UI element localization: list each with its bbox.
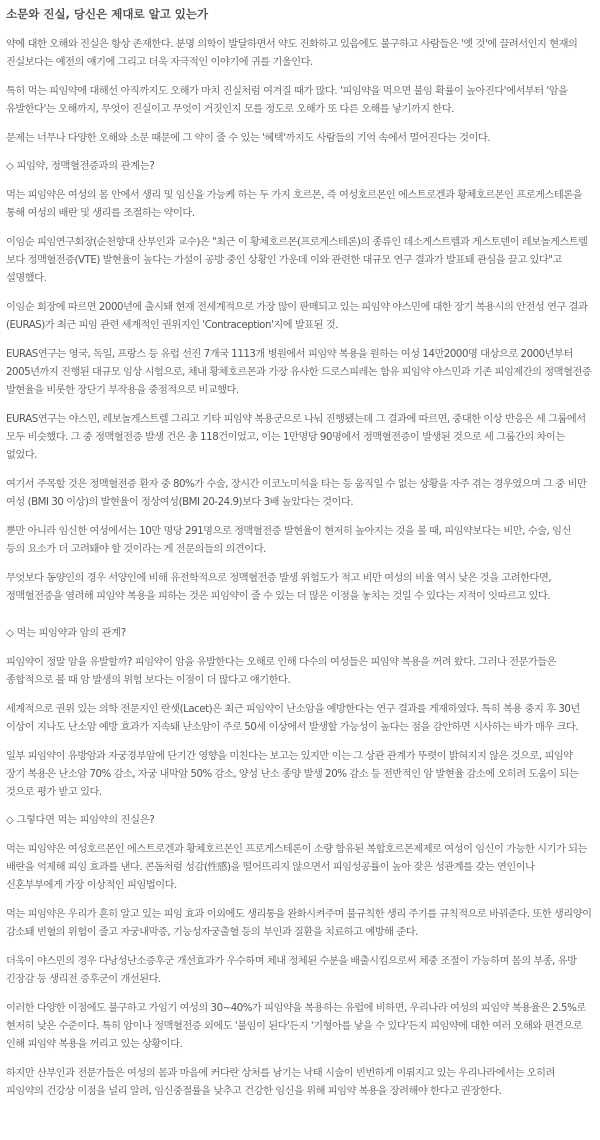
paragraph: EURAS연구는 영국, 독일, 프랑스 등 유럽 선진 7개국 1113개 병원에서 피임약 복용을 원하는 여성 14만2000명 대상으로 2000년부터 2005년까지 진행된 대규모 임상 시험으로, 체내 황체호르몬과 가장 유사한 드로스피레논 함유 피임약 야스민과 기존 피임제간의 정맥혈전증 발현율을 비롯한 장단기 부작용을 중점적으로 비교했다. bbox=[6, 349, 592, 396]
paragraph: 이임순 피임연구회장(순천향대 산부인과 교수)은 "최근 이 황체호르몬(프로게스테론)의 종류인 데소게스트렐과 게스토덴이 레보놀게스트렐 보다 정맥혈전증(VTE) 발현율이 높다는 가설이 공방 중인 상황인 가운데 이와 관련한 대규모 연구 결과가 발표돼 관심을 끌고 있다"고 설명했다. bbox=[6, 237, 588, 284]
paragraph: 이러한 다양한 이점에도 불구하고 가임기 여성의 30~40%가 피임약을 복용하는 유럽에 비하면, 우리나라 여성의 피임약 복용율은 2.5%로 현저히 낮은 수준이다. 특히 암이나 정맥혈전증 외에도 '불임이 된다'든지 '기형아를 낳을 수 있다'든지 피임약에 대한 여러 오해와 편견으로 인해 피임약 복용을 꺼리고 있는 상황이다. bbox=[6, 1003, 586, 1050]
paragraph: 문제는 너무나 다양한 오해와 소문 때문에 그 약이 줄 수 있는 '혜택'까지도 사람들의 기억 속에서 멀어진다는 것이다. bbox=[6, 133, 491, 144]
paragraph: 특히 먹는 피임약에 대해선 아직까지도 오해가 마치 진실처럼 여겨질 때가 많다. '피임약을 먹으면 불임 확률이 높아진다'에서부터 '암을 유발한다'는 오해까지, 무엇이 진실이고 무엇이 거짓인지 모를 정도로 오해가 또 다른 오해를 낳기까지 한다. bbox=[6, 86, 568, 115]
paragraph: 먹는 피임약은 우리가 흔히 알고 있는 피임 효과 이외에도 생리통을 완화시켜주며 불규칙한 생리 주기를 규칙적으로 바꿔준다. 또한 생리양이 감소돼 빈혈의 위험이 줄고 자궁내막증, 기능성자궁출혈 등의 부인과 질환을 치료하고 예방해 준다. bbox=[6, 909, 592, 938]
paragraph: 뿐만 아니라 임신한 여성에서는 10만 명당 291명으로 정맥혈전증 발현율이 현저히 높아지는 것을 볼 때, 피임약보다는 비만, 수술, 임신 등의 요소가 더 고려돼야 할 것이라는 게 전문의들의 의견이다. bbox=[6, 526, 571, 555]
paragraph: 일부 피임약이 유방암과 자궁경부암에 단기간 영향을 미친다는 보고는 있지만 이는 그 상관 관계가 뚜렷이 밝혀지지 않은 것으로, 피임약 장기 복용은 난소암 70% 감소, 자궁 내막암 50% 감소, 양성 난소 종양 발생 20% 감소 등 전반적인 암 발현율 감소에 오히려 도움이 되는 것으로 평가 받고 있다. bbox=[6, 751, 579, 798]
paragraph: 여기서 주목할 것은 정맥혈전증 환자 중 80%가 수술, 장시간 이코노미석을 타는 등 움직일 수 없는 상황을 자주 겪는 경우였으며 그 중 비만 여성 (BMI 30 이상)의 발현율이 정상여성(BMI 20-24.9)보다 3배 높았다는 것이다. bbox=[6, 479, 587, 508]
article-title: 소문와 진실, 당신은 제대로 알고 있는가 bbox=[6, 7, 209, 21]
paragraph: 무엇보다 동양인의 경우 서양인에 비해 유전학적으로 정맥혈전증 발생 위험도가 적고 비만 여성의 비율 역시 낮은 것을 고려한다면, 정맥혈전증을 염려해 피임약 복용을 피하는 것은 피임약이 줄 수 있는 더 많은 이점을 놓치는 것일 수 있다는 지적이 잇따르고 있다. bbox=[6, 573, 552, 602]
paragraph: 먹는 피임약은 여성의 몸 안에서 생리 및 임신을 가능케 하는 두 가지 호르몬, 즉 여성호르몬인 에스트로겐과 황체호르몬인 프로게스테론을 통해 여성의 배란 및 생리를 조절하는 약이다. bbox=[6, 190, 583, 219]
paragraph: 더욱이 야스민의 경우 다낭성난소증후군 개선효과가 우수하며 체내 정체된 수분을 배출시킴으로써 체중 조절이 가능하며 몸의 부종, 유방 긴장감 등 생리전 증후군이 개선된다. bbox=[6, 956, 577, 985]
section-heading-cancer: ◇ 먹는 피임약과 암의 관계? bbox=[6, 628, 126, 639]
paragraph: 먹는 피임약은 여성호르몬인 에스트로겐과 황체호르몬인 프로게스테론이 소량 함유된 복합호르몬제제로 여성이 임신이 가능한 시기가 되는 배란을 억제해 피임 효과를 낸다. 콘돔처럼 성감(性感)을 떨어뜨리지 않으면서 피임성공률이 높아 잦은 성관계를 갖는 연인이나 신혼부부에게 가장 이상적인 피임법이다. bbox=[6, 844, 587, 891]
paragraph: 하지만 산부인과 전문가들은 여성의 몸과 마음에 커다란 상처를 남기는 낙태 시술이 빈번하게 이뤄지고 있는 우리나라에서는 오히려 피임약의 건강상 이점을 널리 알려, 임신중절률을 낮추고 건강한 임신을 위해 피임약 복용을 장려해야 한다고 권장한다. bbox=[6, 1068, 555, 1097]
paragraph: 이임순 회장에 따르면 2000년에 출시돼 현재 전세계적으로 가장 많이 판매되고 있는 피임약 야스민에 대한 장기 복용시의 안전성 연구 결과(EURAS)가 최근 피임 관련 세계적인 권위지인 'Contraception'지에 발표된 것. bbox=[6, 302, 588, 331]
section-heading-truth: ◇ 그렇다면 먹는 피임약의 진실은? bbox=[6, 815, 155, 826]
section-heading-thrombosis: ◇ 피임약, 정맥혈전증과의 관계는? bbox=[6, 161, 155, 172]
paragraph: EURAS연구는 야스민, 레보놀게스트렐 그리고 기타 피임약 복용군으로 나눠 진행됐는데 그 결과에 따르면, 중대한 이상 반응은 세 그룹에서 모두 비슷했다. 그 중 정맥혈전증 발생 건은 총 118건이었고, 이는 1만명당 90명에서 정맥혈전증이 발생된 것으로 세 그룹간의 차이는 없었다. bbox=[6, 414, 586, 461]
paragraph: 약에 대한 오해와 진실은 항상 존재한다. 분명 의학이 발달하면서 약도 진화하고 있음에도 불구하고 사람들은 '옛 것'에 끌려서인지 현재의 진실보다는 예전의 얘기에 그리고 더욱 자극적인 이야기에 귀를 기울인다. bbox=[6, 39, 578, 68]
paragraph: 세계적으로 권위 있는 의학 전문지인 란셋(Lacet)은 최근 피임약이 난소암을 예방한다는 연구 결과를 게재하였다. 특히 복용 중지 후 30년 이상이 지나도 난소암 예방 효과가 지속돼 난소암이 주로 50세 이상에서 발생할 가능성이 높다는 점을 감안하면 시사하는 바가 매우 크다. bbox=[6, 704, 580, 733]
paragraph: 피임약이 정말 암을 유발할까? 피임약이 암을 유발한다는 오해로 인해 다수의 여성들은 피임약 복용을 꺼려 왔다. 그러나 전문가들은 종합적으로 볼 때 암 발생의 위험 보다는 이점이 더 많다고 얘기한다. bbox=[6, 657, 557, 686]
